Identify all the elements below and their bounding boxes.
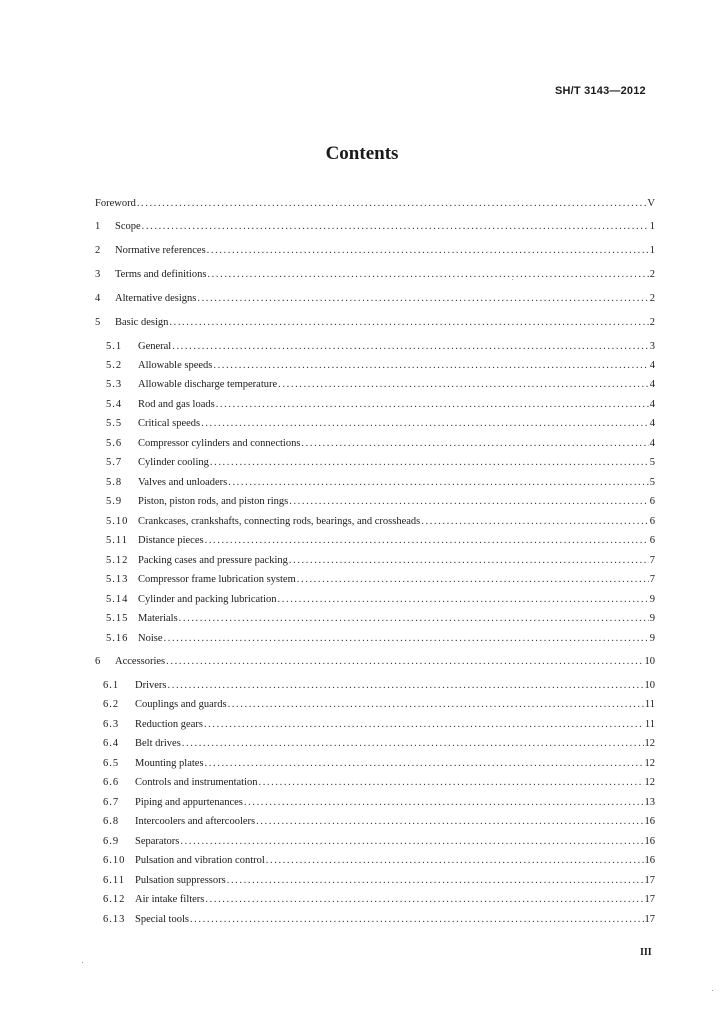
toc-leader-dots [216,398,649,412]
toc-entry[interactable] [103,893,655,907]
toc-leader-dots [289,554,649,568]
toc-entry-page: 6 [649,516,655,527]
toc-entry[interactable] [106,632,655,646]
toc-leader-dots [278,378,649,392]
scan-speck [336,367,337,368]
toc-leader-dots [190,913,644,927]
toc-entry-number: 6.8 [103,816,120,827]
toc-entry[interactable] [95,655,655,669]
toc-entry-number: 1 [95,221,102,232]
toc-entry-label: Distance pieces [138,535,204,546]
toc-entry[interactable] [95,292,655,306]
toc-entry-page: 13 [644,797,655,808]
toc-entry-number: 5.2 [106,360,123,371]
toc-entry-number: 6.2 [103,699,120,710]
toc-entry[interactable] [103,874,655,888]
toc-leader-dots [182,737,644,751]
toc-entry-number: 5.4 [106,399,123,410]
toc-leader-dots [266,854,644,868]
toc-entry[interactable] [106,515,655,529]
toc-entry-label: Pulsation and vibration control [135,855,265,866]
toc-entry[interactable] [103,698,655,712]
toc-entry-label: Allowable discharge temperature [138,379,278,390]
toc-entry[interactable] [103,718,655,732]
page-number: III [640,947,652,958]
toc-entry-label: Drivers [135,680,167,691]
toc-entry-label: Pulsation suppressors [135,875,226,886]
toc-entry-label: Accessories [115,656,166,667]
toc-entry-page: 2 [649,269,655,280]
toc-entry-label: Compressor cylinders and connections [138,438,301,449]
toc-entry-label: General [138,341,172,352]
toc-entry-page: 2 [649,293,655,304]
toc-entry-label: Mounting plates [135,758,204,769]
toc-entry-page: 3 [649,341,655,352]
toc-entry-label: Packing cases and pressure packing [138,555,288,566]
toc-entry[interactable] [106,534,655,548]
toc-entry-page: 16 [644,816,655,827]
toc-entry-number: 5 [95,317,102,328]
toc-entry-page: V [647,198,655,209]
toc-entry-number: 5.14 [106,594,129,605]
toc-entry-number: 5.13 [106,574,129,585]
toc-entry-number: 6.11 [103,875,125,886]
toc-entry-page: 9 [649,594,655,605]
toc-entry-number: 6.12 [103,894,126,905]
toc-entry-label: Controls and instrumentation [135,777,258,788]
toc-entry-label: Rod and gas loads [138,399,215,410]
toc-entry[interactable] [103,796,655,810]
toc-entry-page: 1 [649,221,655,232]
toc-leader-dots [227,874,644,888]
toc-entry-number: 6 [95,656,102,667]
toc-entry[interactable] [106,612,655,626]
toc-leader-dots [207,268,648,282]
toc-entry-number: 6.4 [103,738,120,749]
toc-leader-dots [210,456,649,470]
toc-entry-page: 4 [649,418,655,429]
toc-entry-label: Scope [115,221,141,232]
toc-entry-number: 6.9 [103,836,120,847]
toc-entry[interactable] [103,913,655,927]
toc-entry-label: Valves and unloaders [138,477,228,488]
toc-entry-label: Materials [138,613,178,624]
toc-leader-dots [205,893,643,907]
toc-entry-label: Allowable speeds [138,360,213,371]
toc-leader-dots [228,698,644,712]
toc-leader-dots [201,417,649,431]
toc-leader-dots [166,655,643,669]
toc-leader-dots [207,244,649,258]
toc-leader-dots [168,679,644,693]
toc-leader-dots [228,476,649,490]
toc-entry-label: Compressor frame lubrication system [138,574,296,585]
toc-entry-label: Noise [138,633,163,644]
toc-leader-dots [180,835,643,849]
toc-entry-label: Intercoolers and aftercoolers [135,816,256,827]
toc-entry-page: 10 [644,680,655,691]
toc-leader-dots [169,316,648,330]
toc-entry[interactable] [103,776,655,790]
toc-entry-page: 7 [649,555,655,566]
toc-entry-number: 6.3 [103,719,120,730]
toc-entry[interactable] [106,573,655,587]
toc-entry-page: 12 [644,758,655,769]
toc-leader-dots [421,515,649,529]
toc-entry-label: Terms and definitions [115,269,207,280]
toc-entry[interactable] [106,476,655,490]
toc-entry-number: 5.15 [106,613,129,624]
toc-leader-dots [204,718,644,732]
toc-leader-dots [289,495,649,509]
toc-entry-page: 1 [649,245,655,256]
toc-entry-page: 6 [649,535,655,546]
toc-entry-page: 5 [649,457,655,468]
toc-entry[interactable] [95,316,655,330]
toc-entry-page: 11 [644,719,655,730]
toc-leader-dots [179,612,649,626]
toc-entry-page: 10 [644,656,655,667]
toc-entry-label: Couplings and guards [135,699,227,710]
toc-entry[interactable] [103,679,655,693]
toc-entry-page: 4 [649,360,655,371]
toc-entry-page: 4 [649,438,655,449]
toc-entry-label: Crankcases, crankshafts, connecting rods, bearings, and crossheads [138,516,421,527]
toc-leader-dots [244,796,644,810]
toc-entry-number: 5.12 [106,555,129,566]
toc-entry[interactable] [103,835,655,849]
toc-entry-page: 12 [644,738,655,749]
toc-entry[interactable] [95,197,655,211]
toc-leader-dots [142,220,649,234]
toc-entry-page: 9 [649,633,655,644]
toc-entry-page: 11 [644,699,655,710]
toc-entry[interactable] [106,359,655,373]
toc-entry-label: Belt drives [135,738,181,749]
toc-entry-page: 16 [644,855,655,866]
toc-entry-number: 2 [95,245,102,256]
toc-entry[interactable] [103,815,655,829]
toc-entry[interactable] [95,244,655,258]
toc-leader-dots [297,573,649,587]
toc-entry-label: Separators [135,836,180,847]
toc-entry[interactable] [106,417,655,431]
toc-leader-dots [213,359,648,373]
toc-entry[interactable] [106,398,655,412]
toc-entry-label: Reduction gears [135,719,203,730]
scan-speck [712,990,713,991]
toc-entry-label: Normative references [115,245,206,256]
toc-entry[interactable] [95,268,655,282]
toc-entry-number: 5.10 [106,516,129,527]
toc-entry-label: Alternative designs [115,293,197,304]
toc-entry-label: Air intake filters [135,894,205,905]
toc-entry-label: Foreword [95,198,136,209]
toc-entry-number: 5.9 [106,496,123,507]
page-title: Contents [325,143,399,164]
toc-entry[interactable] [106,554,655,568]
toc-entry[interactable] [106,378,655,392]
toc-entry-label: Cylinder cooling [138,457,209,468]
toc-entry-page: 17 [644,875,655,886]
toc-entry[interactable] [106,593,655,607]
toc-entry-page: 7 [649,574,655,585]
toc-entry-page: 12 [644,777,655,788]
toc-entry[interactable] [95,220,655,234]
toc-entry-number: 6.10 [103,855,126,866]
toc-entry-page: 6 [649,496,655,507]
toc-leader-dots [137,197,647,211]
toc-entry-number: 4 [95,293,102,304]
toc-entry-number: 6.5 [103,758,120,769]
toc-entry-page: 4 [649,399,655,410]
toc-entry-number: 6.13 [103,914,126,925]
toc-entry-number: 3 [95,269,102,280]
toc-entry-page: 4 [649,379,655,390]
toc-entry-label: Piping and appurtenances [135,797,243,808]
toc-entry[interactable] [103,737,655,751]
toc-entry-label: Critical speeds [138,418,201,429]
toc-leader-dots [259,776,644,790]
toc-entry-number: 5.8 [106,477,123,488]
toc-leader-dots [164,632,649,646]
toc-entry-number: 5.7 [106,457,123,468]
scan-speck [512,279,513,280]
toc-entry-label: Cylinder and packing lubrication [138,594,277,605]
toc-entry[interactable] [106,456,655,470]
toc-entry[interactable] [106,437,655,451]
toc-entry-number: 5.3 [106,379,123,390]
toc-entry-page: 2 [649,317,655,328]
toc-entry-label: Special tools [135,914,189,925]
toc-entry-page: 17 [644,914,655,925]
toc-entry-number: 5.5 [106,418,123,429]
toc-entry[interactable] [103,854,655,868]
toc-entry-number: 6.7 [103,797,120,808]
toc-entry-number: 5.1 [106,341,123,352]
toc-entry-page: 17 [644,894,655,905]
toc-entry-label: Piston, piston rods, and piston rings [138,496,289,507]
toc-entry[interactable] [103,757,655,771]
toc-leader-dots [205,534,649,548]
standard-code: SH/T 3143—2012 [555,85,646,97]
toc-entry-label: Basic design [115,317,169,328]
toc-leader-dots [256,815,643,829]
toc-entry-page: 9 [649,613,655,624]
toc-leader-dots [172,340,649,354]
toc-entry-number: 6.6 [103,777,120,788]
toc-leader-dots [205,757,644,771]
toc-leader-dots [197,292,648,306]
toc-entry-number: 5.11 [106,535,128,546]
toc-leader-dots [301,437,648,451]
toc-entry-number: 5.16 [106,633,129,644]
toc-entry-page: 5 [649,477,655,488]
toc-entry-number: 5.6 [106,438,123,449]
toc-leader-dots [278,593,649,607]
toc-entry-number: 6.1 [103,680,120,691]
toc-entry-page: 16 [644,836,655,847]
toc-entry[interactable] [106,495,655,509]
toc-entry[interactable] [106,340,655,354]
scan-speck [82,962,83,963]
